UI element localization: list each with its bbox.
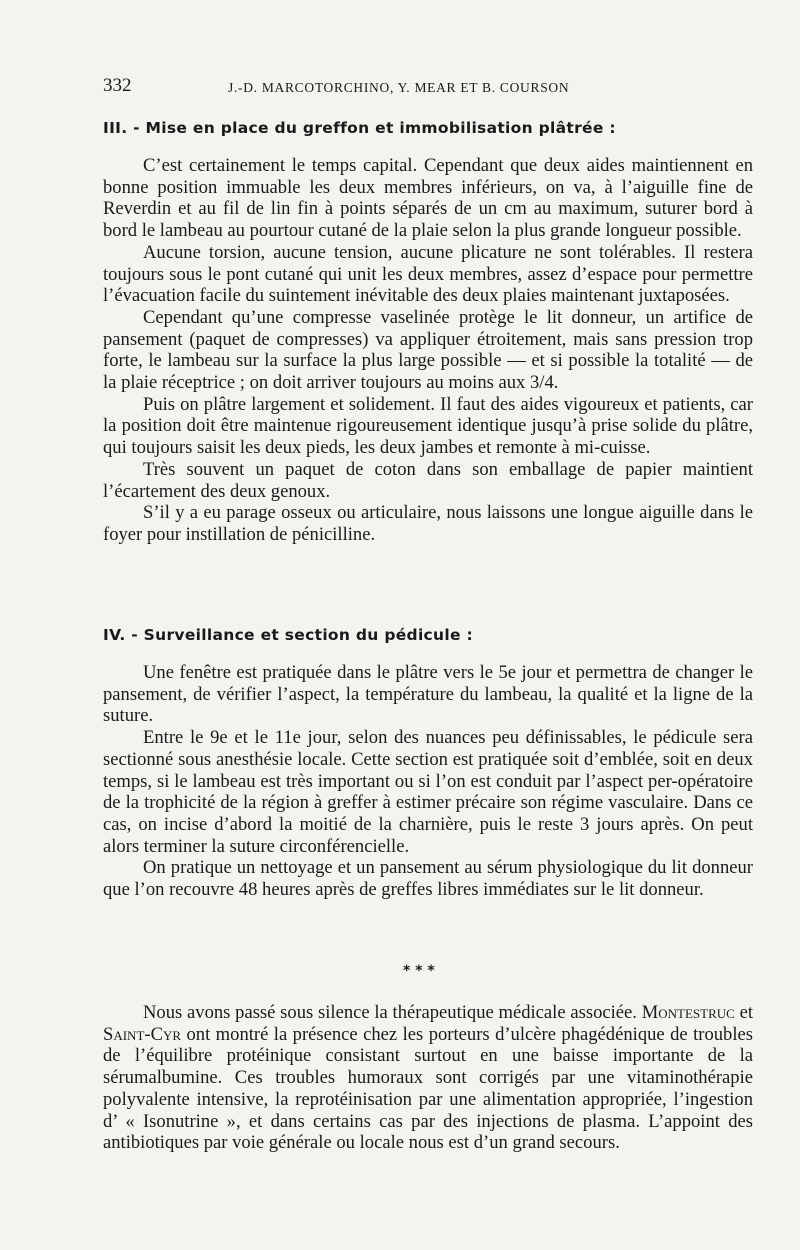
- author-name: Saint-Cyr: [103, 1023, 182, 1045]
- paragraph: [103, 1002, 753, 1154]
- separator-text: * * *: [403, 963, 435, 979]
- section-heading-iii: III. - Mise en place du greffon et immobilisation plâtrée :: [103, 119, 616, 137]
- section-heading-iv: IV. - Surveillance et section du pédicule :: [103, 626, 473, 644]
- closing-body: [103, 1002, 753, 1154]
- conjunction: et: [734, 1002, 753, 1023]
- paragraph: C’est certainement le temps capital. Cependant que deux aides maintiennent en bonne position immuable les deux membres inférieurs, on va, à l’aiguille fine de Reverdin et au fil de lin fin à points séparés de un cm au maximum, suturer bord à bord le lambeau au pourtour cutané de la plaie selon la plus grande longueur possible.: [103, 155, 753, 242]
- page-number: 332: [103, 75, 132, 96]
- running-title: J.-D. MARCOTORCHINO, Y. MEAR ET B. COURSON: [228, 80, 570, 95]
- section-iv-body: [103, 662, 753, 901]
- paragraph: Entre le 9e et le 11e jour, selon des nuances peu définissables, le pédicule sera sectionné sous anesthésie locale. Cette section est pratiquée soit d’emblée, soit en deux temps, si le lambeau est très important ou si l’on est conduit par l’aspect per-opératoire de la trophicité de la région à greffer à estimer précaire son régime vasculaire. Dans ce cas, on incise d’abord la moitié de la charnière, puis le reste 3 jours après. On peut alors terminer la suture circonférencielle.: [103, 727, 753, 857]
- paragraph: Une fenêtre est pratiquée dans le plâtre vers le 5e jour et permettra de changer le pansement, de vérifier l’aspect, la température du lambeau, la qualité et la ligne de la suture.: [103, 662, 753, 727]
- author-name: Montestruc: [641, 1002, 735, 1023]
- paragraph-start: Nous avons passé sous silence la thérapeutique médicale associée.: [143, 1002, 642, 1023]
- paragraph: Puis on plâtre largement et solidement. Il faut des aides vigoureux et patients, car la position doit être maintenue rigoureusement identique jusqu’à prise solide du plâtre, qui toujours saisit les deux pieds, les deux jambes et remonte à mi-cuisse.: [103, 393, 753, 459]
- paragraph: Cependant qu’une compresse vaselinée protège le lit donneur, un artifice de pansement (paquet de compresses) va appliquer étroitement, mais sans pression trop forte, le lambeau sur la surface la plus large possible — et si possible la totalité — de la plaie réceptrice ; on doit arriver toujours au moins aux 3/4.: [103, 306, 753, 394]
- paragraph: Aucune torsion, aucune tension, aucune plicature ne sont tolérables. Il restera toujours sous le pont cutané qui unit les deux membres, assez d’espace pour permettre l’évacuation facile du suintement inévitable des deux plaies maintenant juxtaposées.: [103, 241, 753, 307]
- paragraph-rest: ont montré la présence chez les porteurs d’ulcère phagédénique de troubles de l’équilibre protéinique consistant surtout en une baisse importante de la sérumalbumine. Ces troubles humoraux sont corrigés par une vitaminothérapie polyvalente intensive, la reprotéinisation par une alimentation appropriée, l’ingestion d’ « Isonutrine », et dans certains cas par des injections de plasma. L’appoint des antibiotiques par voie générale ou locale nous est d’un grand secours.: [103, 1023, 753, 1154]
- asterism-separator: [403, 965, 435, 977]
- paragraph: On pratique un nettoyage et un pansement au sérum physiologique du lit donneur que l’on recouvre 48 heures après de greffes libres immédiates sur le lit donneur.: [103, 857, 753, 901]
- paragraph: Très souvent un paquet de coton dans son emballage de papier maintient l’écartement des deux genoux.: [103, 458, 753, 502]
- paragraph: S’il y a eu parage osseux ou articulaire, nous laissons une longue aiguille dans le foyer pour instillation de pénicilline.: [103, 502, 753, 545]
- section-iii-body: [103, 155, 753, 546]
